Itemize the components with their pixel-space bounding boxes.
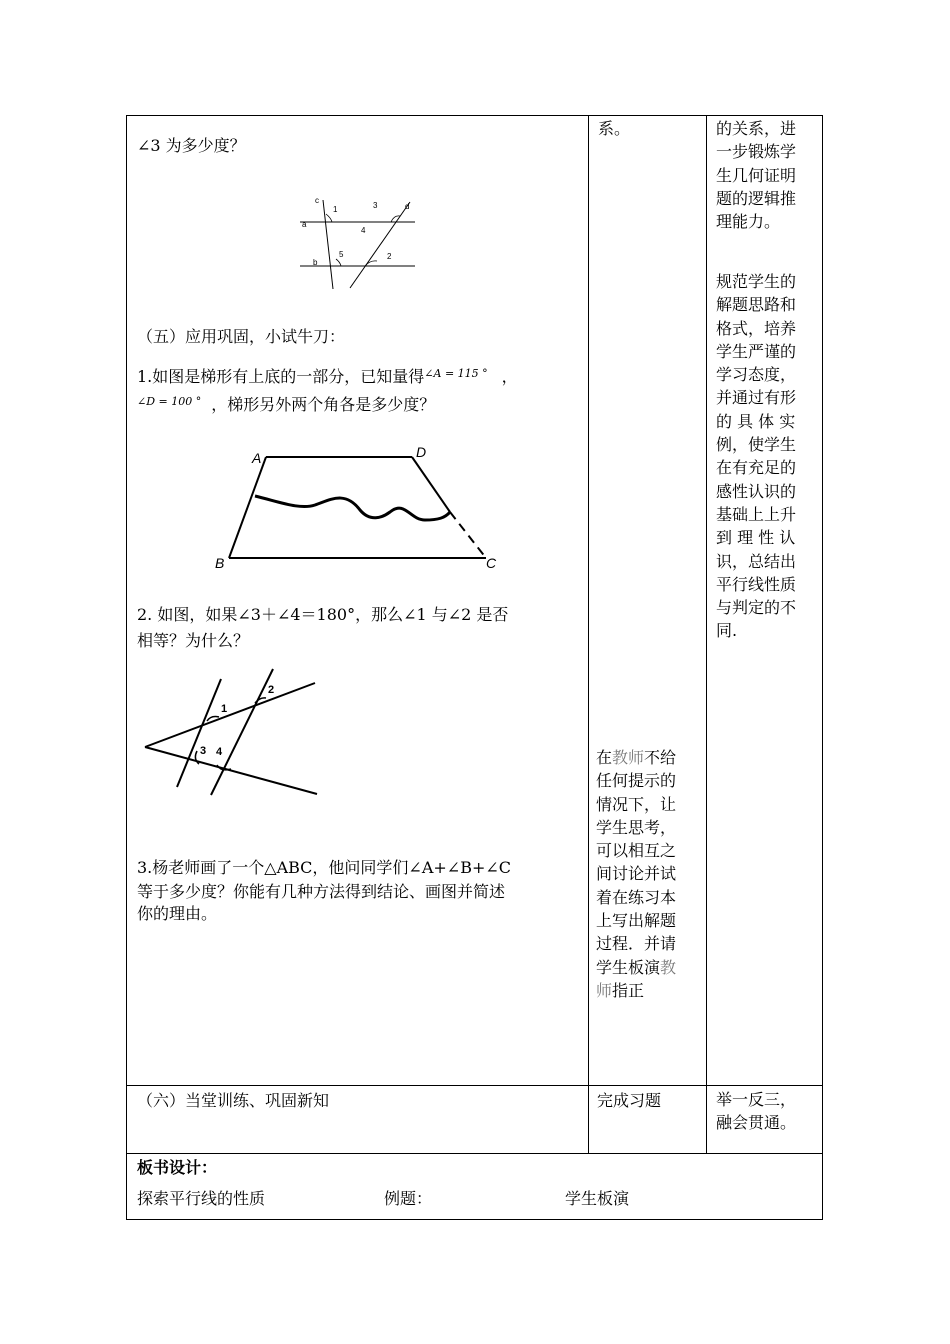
intent-line: 基础上上升 (716, 504, 797, 524)
activity-text: 教 (660, 957, 677, 977)
row2-intent (716, 1088, 796, 1135)
exercise-1-text: 1.如图是梯形有上底的一部分，已知量得 (137, 367, 425, 386)
intent-line: 的关系，进 (716, 119, 797, 138)
intent-block-2 (716, 270, 796, 643)
intent-line: 规范学生的 (716, 272, 797, 291)
exercise-1-text: ，梯形另外两个角各是多少度？ (211, 395, 436, 414)
activity-line (596, 979, 676, 1002)
activity-text: 情况下，让 (596, 794, 677, 814)
activity-text: 间讨论并试 (596, 864, 677, 884)
activity-description (596, 746, 676, 1002)
fig2-label-a: A (252, 450, 262, 466)
activity-text: 可以相互之 (596, 841, 677, 861)
activity-line (596, 793, 676, 816)
activity-line (596, 932, 676, 955)
activity-text: 过程．并请 (596, 934, 677, 954)
fig1-label-b: b (313, 258, 318, 267)
column-divider (588, 115, 589, 1153)
intent-block-1 (716, 117, 796, 233)
activity-line (596, 862, 676, 885)
fig1-label-5: 5 (339, 250, 344, 259)
activity-text: 在 (596, 748, 613, 767)
activity-text: 不给 (644, 748, 677, 767)
section-5-title: （五）应用巩固，小试牛刀： (137, 327, 346, 346)
intent-line: 格式，培养 (716, 318, 797, 338)
activity-text: 上写出解题 (596, 911, 677, 931)
intent-line: 的 具 体 实 (716, 411, 796, 431)
fig3-label-3: 3 (200, 745, 207, 757)
parallel-lines-figure (295, 192, 425, 292)
fig3-label-2: 2 (268, 684, 275, 696)
fig3-label-4: 4 (216, 746, 223, 758)
intent-line: 并通过有形 (716, 388, 797, 408)
fig1-label-1: 1 (333, 205, 338, 214)
section-6-title: （六）当堂训练、巩固新知 (137, 1091, 330, 1110)
intent-line: 学习态度， (716, 365, 797, 385)
intent-line: 解题思路和 (716, 295, 797, 315)
intent-line: 例，使学生 (716, 435, 797, 455)
fig1-label-4: 4 (361, 226, 366, 235)
exercise-3-line3: 你的理由。 (137, 904, 218, 923)
activity-text: 指正 (612, 980, 645, 1000)
comma: ， (501, 367, 518, 386)
fig3-label-1: 1 (221, 703, 228, 715)
intent-line: 一步锻炼学 (716, 142, 797, 162)
activity-text: 教师 (612, 748, 645, 767)
fig1-label-3: 3 (373, 201, 378, 210)
exercise-2-line1: 2. 如图，如果∠3＋∠4＝180°，那么∠1 与∠2 是否 (137, 605, 509, 624)
row2-activity: 完成习题 (597, 1091, 662, 1110)
intent-line: 同. (716, 621, 738, 641)
fig1-label-a: a (302, 220, 307, 229)
activity-text: 任何提示的 (596, 771, 677, 791)
activity-line (596, 886, 676, 909)
activity-line (596, 746, 676, 769)
intent-line: 学生严谨的 (716, 341, 797, 361)
exercise-3-line2: 等于多少度？你能有几种方法得到结论、画图并简述 (137, 882, 506, 901)
board-item-3: 学生板演 (565, 1189, 630, 1208)
trapezoid-figure (210, 440, 510, 575)
intent-line: 理能力。 (716, 212, 781, 232)
activity-text: 师 (596, 980, 613, 1000)
fig1-label-c: c (315, 196, 319, 205)
activity-line (596, 839, 676, 862)
exercise-2-line2: 相等？为什么？ (137, 631, 250, 650)
intent-line: 在有充足的 (716, 458, 797, 478)
angle-d-value: ∠D = 100 ° (137, 395, 202, 408)
intent-line: 融会贯通。 (716, 1113, 797, 1133)
column-divider (706, 115, 707, 1153)
exercise-3-line1: 3.杨老师画了一个△ABC，他问同学们∠A+∠B+∠C (137, 858, 512, 877)
intent-line: 感性认识的 (716, 481, 797, 501)
transversal-figure (135, 665, 325, 805)
fig2-label-c: C (486, 555, 497, 571)
intent-line: 生几何证明 (716, 165, 797, 185)
activity-line (596, 769, 676, 792)
intent-line: 平行线性质 (716, 574, 797, 594)
intent-line: 识，总结出 (716, 551, 797, 571)
intent-line: 到 理 性 认 (716, 528, 796, 548)
activity-line (596, 909, 676, 932)
board-item-2: 例题： (384, 1189, 433, 1208)
row-divider (126, 1085, 823, 1086)
activity-text: 着在练习本 (596, 887, 677, 907)
intent-line: 题的逻辑推 (716, 188, 797, 208)
activity-text: 学生思考， (596, 817, 677, 837)
board-design-title: 板书设计： (137, 1158, 218, 1177)
question-tail: ∠3 为多少度？ (137, 136, 246, 155)
fig1-label-d: d (405, 202, 410, 211)
row-divider (126, 1153, 823, 1154)
intent-line: 与判定的不 (716, 598, 797, 618)
activity-text: 学生板演 (596, 957, 661, 977)
intent-line: 举一反三， (716, 1090, 797, 1109)
angle-a-value: ∠A = 115 ° (424, 367, 488, 380)
fig2-label-b: B (215, 555, 225, 571)
board-item-1: 探索平行线的性质 (137, 1189, 266, 1208)
activity-line (596, 956, 676, 979)
exercise-1-line2 (137, 394, 435, 418)
activity-line (596, 816, 676, 839)
exercise-1-line1 (137, 366, 518, 390)
activity-top: 系。 (598, 119, 631, 138)
fig1-label-2: 2 (387, 252, 392, 261)
fig2-label-d: D (416, 444, 427, 460)
